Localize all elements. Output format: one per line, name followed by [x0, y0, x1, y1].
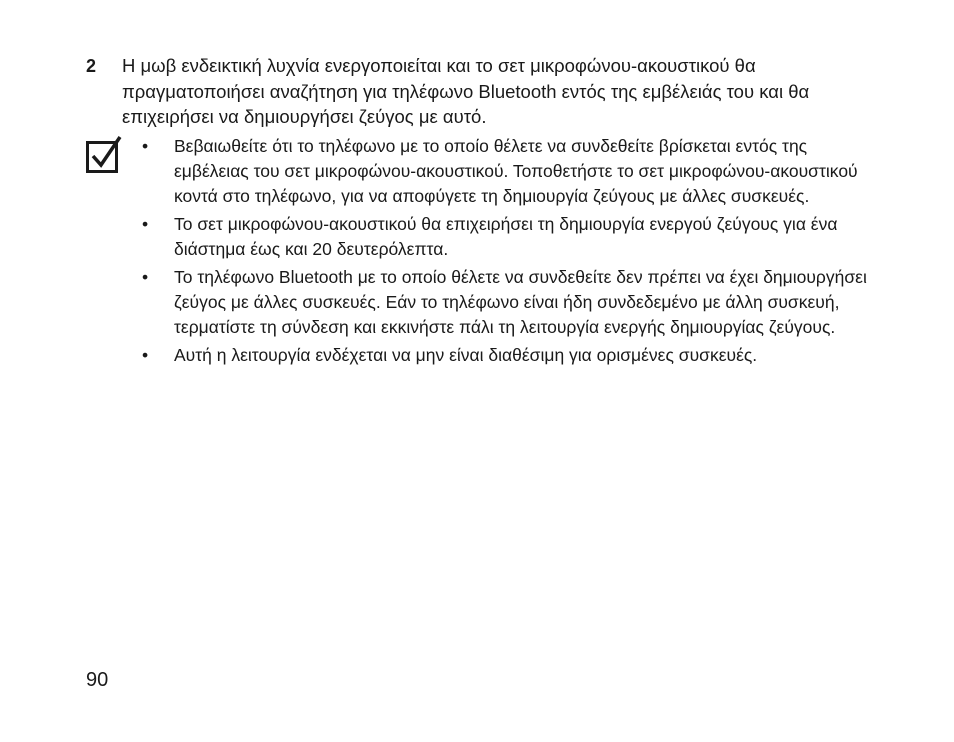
- checkbox-check-icon: [86, 134, 124, 174]
- bullet: •: [142, 136, 149, 156]
- note-item-text: Το τηλέφωνο Bluetooth με το οποίο θέλετε να συνδεθείτε δεν πρέπει να έχει δημιουργήσει ζεύγος με άλλες συσκευές. Εάν το τηλέφωνο είναι ήδη συνδεδεμένο με άλλη συσκευή, τερματίστε τη σύνδεση και εκκινήστε πάλι τη λειτουργία ενεργής δημιουργίας ζεύγους.: [174, 267, 867, 337]
- page-number: 90: [86, 669, 109, 691]
- note-list: [140, 134, 880, 371]
- bullet: •: [142, 267, 149, 287]
- note-item: [140, 134, 880, 209]
- note-item-text: Το σετ μικροφώνου-ακουστικού θα επιχειρήσει τη δημιουργία ενεργού ζεύγους για ένα διάστημα έως και 20 δευτερόλεπτα.: [174, 214, 838, 259]
- note-item: [140, 343, 880, 368]
- step-text: Η μωβ ενδεικτική λυχνία ενεργοποιείται και το σετ μικροφώνου-ακουστικού θα πραγματοποιήσει αναζήτηση για τηλέφωνο Bluetooth εντός της εμβέλειάς του και θα επιχειρήσει να δημιουργήσει ζεύγος με αυτό.: [122, 55, 810, 127]
- note-item: [140, 212, 880, 262]
- note-item-text: Βεβαιωθείτε ότι το τηλέφωνο με το οποίο θέλετε να συνδεθείτε βρίσκεται εντός της εμβέλειας του σετ μικροφώνου-ακουστικού. Τοποθετήστε το σετ μικροφώνου-ακουστικού κοντά στο τηλέφωνο, για να αποφύγετε τη δημιουργία ζεύγους με άλλες συσκευές.: [174, 136, 858, 206]
- note-item: [140, 265, 880, 340]
- note-item-text: Αυτή η λειτουργία ενδέχεται να μην είναι διαθέσιμη για ορισμένες συσκευές.: [174, 345, 758, 365]
- bullet: •: [142, 345, 149, 365]
- bullet: •: [142, 214, 149, 234]
- step-number: 2: [86, 56, 97, 76]
